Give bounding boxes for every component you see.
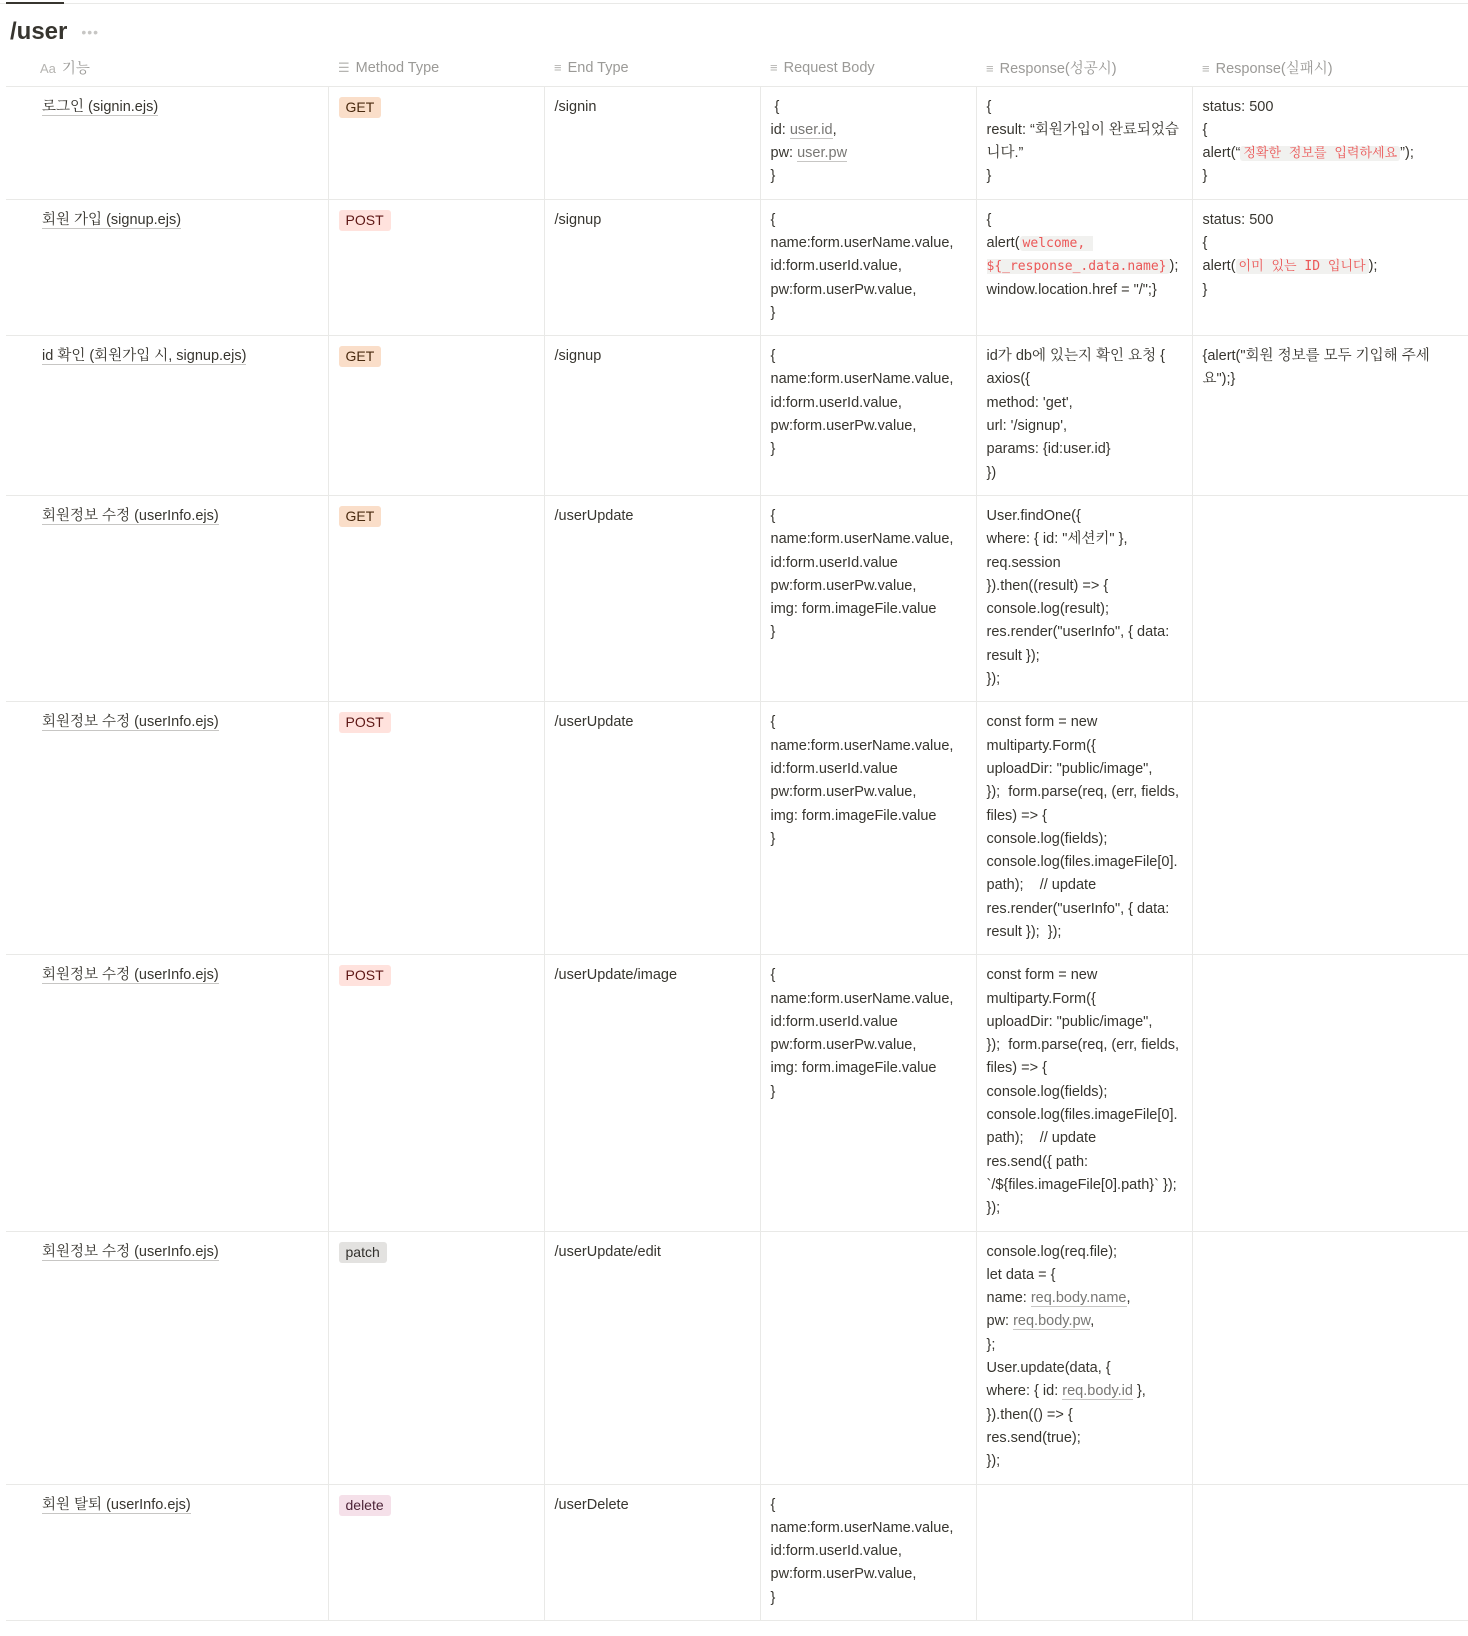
text-line: }); [986, 671, 1001, 688]
text-line: } [1202, 281, 1208, 298]
cell-end-type[interactable] [544, 1484, 760, 1620]
text-line: console.log(result); [986, 601, 1109, 618]
endpoint-path: /signin [554, 98, 597, 115]
text-line: img: form.imageFile.value [770, 807, 937, 824]
method-tag: GET [339, 97, 382, 118]
text-line: alert( welcome, ${_response_.data.name} ); [986, 234, 1179, 275]
text-line: pw:form.userPw.value, [770, 281, 917, 298]
row-title-link[interactable]: 회원 탈퇴 (userInfo.ejs) [42, 1496, 191, 1513]
cell-response-failure[interactable] [1192, 1231, 1468, 1484]
table-row[interactable] [6, 1484, 1468, 1620]
column-header-label: Response(실패시) [1215, 61, 1333, 78]
cell-method-type[interactable] [328, 199, 544, 335]
inline-link[interactable]: req.body.id [1062, 1383, 1133, 1400]
cell-feature[interactable] [6, 199, 328, 335]
column-header-0[interactable] [6, 50, 328, 86]
text-line: { [770, 507, 776, 524]
database-title[interactable]: /user [10, 18, 68, 45]
cell-method-type[interactable] [328, 1231, 544, 1484]
method-tag: GET [339, 506, 382, 527]
method-tag: POST [339, 712, 391, 733]
cell-end-type[interactable] [544, 955, 760, 1231]
text-line: } [1202, 168, 1208, 185]
text-property-icon: ≡ [554, 59, 562, 75]
text-line: } [770, 1589, 776, 1606]
text-line: img: form.imageFile.value [770, 1060, 937, 1077]
text-line: name:form.userName.value, [770, 531, 954, 548]
cell-response-failure[interactable] [1192, 495, 1468, 701]
text-line: method: 'get', [986, 394, 1073, 411]
column-header-2[interactable] [544, 50, 760, 86]
text-line: }); [986, 1200, 1001, 1217]
text-line: axios({ [986, 371, 1031, 388]
text-line: } [770, 168, 776, 185]
text-line: { [1202, 121, 1208, 138]
text-line: status: 500 [1202, 98, 1274, 115]
method-tag: POST [339, 210, 391, 231]
text-line: pw: req.body.pw, [986, 1313, 1095, 1330]
column-header-label: Request Body [783, 59, 875, 76]
cell-method-type[interactable] [328, 702, 544, 955]
text-line: } [770, 830, 776, 847]
text-line: pw:form.userPw.value, [770, 418, 917, 435]
view-tab-bar [0, 0, 1468, 4]
cell-response-failure[interactable] [1192, 336, 1468, 496]
column-header-label: 기능 [61, 61, 90, 78]
endpoint-path: /signup [554, 211, 602, 228]
cell-end-type[interactable] [544, 86, 760, 199]
cell-response-success[interactable] [976, 1484, 1192, 1620]
text-line: id: user.id, [770, 121, 837, 138]
row-title-link[interactable]: 회원정보 수정 (userInfo.ejs) [42, 714, 219, 731]
text-property-icon: ≡ [986, 61, 994, 77]
text-line: } [770, 304, 776, 321]
cell-feature[interactable] [6, 1231, 328, 1484]
text-line: } [770, 1083, 776, 1100]
cell-request-body[interactable] [760, 702, 976, 955]
text-line: name:form.userName.value, [770, 737, 954, 754]
text-line: window.location.href = "/";} [986, 281, 1157, 298]
text-line: {alert("회원 정보를 모두 기입해 주세요");} [1202, 348, 1430, 388]
cell-method-type[interactable] [328, 955, 544, 1231]
column-header-3[interactable] [760, 50, 976, 86]
inline-link[interactable]: user.id [789, 121, 833, 138]
cell-method-type[interactable] [328, 336, 544, 496]
text-line: console.log(req.file); [986, 1243, 1118, 1260]
text-property-icon: ≡ [1202, 61, 1210, 77]
column-header-5[interactable] [1192, 50, 1468, 86]
text-line: let data = { [986, 1266, 1056, 1283]
cell-method-type[interactable] [328, 1484, 544, 1620]
text-line: status: 500 [1202, 211, 1274, 228]
inline-link[interactable]: req.body.pw [1013, 1313, 1091, 1330]
cell-request-body[interactable] [760, 1231, 976, 1484]
text-line: { [770, 714, 776, 731]
cell-response-failure[interactable] [1192, 1484, 1468, 1620]
text-line: name:form.userName.value, [770, 1519, 954, 1536]
text-line: console.log(fields); [986, 1083, 1108, 1100]
text-line: pw:form.userPw.value, [770, 1566, 917, 1583]
text-line: pw: user.pw [770, 145, 848, 162]
text-line: res.send({ path: `/${files.imageFile[0].path}` }); [986, 1153, 1177, 1193]
cell-end-type[interactable] [544, 336, 760, 496]
cell-request-body[interactable] [760, 955, 976, 1231]
text-line: { [986, 98, 992, 115]
ellipsis-icon[interactable]: ••• [81, 24, 100, 40]
text-line: User.findOne({ [986, 507, 1081, 524]
cell-response-failure[interactable] [1192, 955, 1468, 1231]
cell-end-type[interactable] [544, 199, 760, 335]
cell-response-success[interactable] [976, 1231, 1192, 1484]
text-line: }); [986, 1453, 1001, 1470]
text-line: id:form.userId.value [770, 1013, 898, 1030]
cell-feature[interactable] [6, 1484, 328, 1620]
method-tag: patch [339, 1242, 387, 1263]
row-title-link[interactable]: 회원정보 수정 (userInfo.ejs) [42, 507, 219, 524]
cell-response-failure[interactable] [1192, 702, 1468, 955]
text-line: alert(“ 정확한 정보를 입력하세요 ”); [1202, 145, 1414, 162]
text-line: } [770, 624, 776, 641]
text-line: }).then(() => { [986, 1406, 1073, 1423]
method-tag: GET [339, 346, 382, 367]
text-line: { [986, 211, 992, 228]
table-row[interactable] [6, 336, 1468, 496]
cell-method-type[interactable] [328, 495, 544, 701]
table-row[interactable] [6, 955, 1468, 1231]
text-line: where: { id: "세션키" }, [986, 531, 1128, 548]
cell-end-type[interactable] [544, 495, 760, 701]
text-line: console.log(files.imageFile[0].path); // update [986, 854, 1178, 894]
text-line: pw:form.userPw.value, [770, 577, 917, 594]
database-header [10, 18, 99, 46]
endpoint-path: /signup [554, 348, 602, 365]
cell-request-body[interactable] [760, 1484, 976, 1620]
text-line: { [1202, 234, 1208, 251]
table-row[interactable] [6, 1231, 1468, 1484]
text-line: uploadDir: "public/image", [986, 760, 1153, 777]
table-row[interactable] [6, 199, 1468, 335]
text-line: }) [986, 464, 997, 481]
cell-request-body[interactable] [760, 336, 976, 496]
text-line: name: req.body.name, [986, 1290, 1131, 1307]
inline-link[interactable]: user.pw [797, 145, 848, 162]
text-line: name:form.userName.value, [770, 234, 954, 251]
text-line: name:form.userName.value, [770, 371, 954, 388]
column-header-label: Response(성공시) [999, 61, 1117, 78]
text-property-icon: ≡ [770, 59, 778, 75]
cell-feature[interactable] [6, 702, 328, 955]
text-line: res.render("userInfo", { data: result }); [986, 624, 1174, 664]
column-header-4[interactable] [976, 50, 1192, 86]
text-line: pw:form.userPw.value, [770, 1037, 917, 1054]
text-line: params: {id:user.id} [986, 441, 1111, 458]
endpoint-path: /userDelete [554, 1496, 629, 1513]
text-line: const form = new multiparty.Form({ [986, 967, 1102, 1007]
multi-select-icon: ☰ [338, 59, 350, 75]
table-row[interactable] [6, 86, 1468, 199]
row-title-link[interactable]: 회원 가입 (signup.ejs) [42, 211, 182, 228]
text-line: where: { id: req.body.id }, [986, 1383, 1146, 1400]
cell-response-failure[interactable] [1192, 86, 1468, 199]
text-line: res.send(true); [986, 1429, 1081, 1446]
text-line: { [770, 348, 776, 365]
table-row[interactable] [6, 495, 1468, 701]
cell-response-success[interactable] [976, 495, 1192, 701]
endpoint-path: /userUpdate/image [554, 967, 678, 984]
text-line: uploadDir: "public/image", [986, 1013, 1153, 1030]
text-line: { [770, 1496, 776, 1513]
api-table [6, 50, 1468, 1621]
table-body [6, 86, 1468, 1621]
text-line: }); form.parse(req, (err, fields, files) => { [986, 1037, 1184, 1077]
text-line: name:form.userName.value, [770, 990, 954, 1007]
cell-response-success[interactable] [976, 336, 1192, 496]
text-line: console.log(fields); [986, 830, 1108, 847]
text-line: }); form.parse(req, (err, fields, files) => { [986, 784, 1184, 824]
method-tag: delete [339, 1495, 391, 1516]
table-header-row [6, 50, 1468, 86]
text-line: url: '/signup', [986, 418, 1067, 435]
text-line: { [770, 967, 776, 984]
text-line: result: “회원가입이 완료되었습니다.” [986, 121, 1179, 162]
text-line: User.update(data, { [986, 1360, 1111, 1377]
row-title-link[interactable]: 회원정보 수정 (userInfo.ejs) [42, 967, 219, 984]
cell-method-type[interactable] [328, 86, 544, 199]
text-line: const form = new multiparty.Form({ [986, 714, 1102, 754]
endpoint-path: /userUpdate/edit [554, 1243, 661, 1260]
text-line: }; [986, 1336, 996, 1353]
text-line: alert( 이미 있는 ID 입니다 ); [1202, 258, 1378, 275]
column-header-1[interactable] [328, 50, 544, 86]
column-header-label: Method Type [355, 59, 440, 76]
text-line: { [770, 98, 780, 115]
text-line: id:form.userId.value [770, 554, 898, 571]
text-line: id:form.userId.value, [770, 258, 902, 275]
row-title-link[interactable]: id 확인 (회원가입 시, signup.ejs) [42, 348, 247, 365]
text-line: req.session [986, 554, 1061, 571]
cell-end-type[interactable] [544, 702, 760, 955]
endpoint-path: /userUpdate [554, 507, 634, 524]
title-property-icon: Aa [40, 61, 56, 77]
inline-code: welcome, ${_response_.data.name} [987, 236, 1170, 274]
inline-code: 이미 있는 ID 입니다 [1236, 259, 1369, 274]
text-line: } [986, 168, 992, 185]
text-line: } [770, 441, 776, 458]
cell-feature[interactable] [6, 955, 328, 1231]
text-line: console.log(files.imageFile[0].path); // update [986, 1107, 1178, 1147]
cell-request-body[interactable] [760, 199, 976, 335]
cell-response-success[interactable] [976, 199, 1192, 335]
row-title-link[interactable]: 로그인 (signin.ejs) [42, 98, 159, 115]
text-line: img: form.imageFile.value [770, 601, 937, 618]
text-line: id:form.userId.value [770, 760, 898, 777]
column-header-label: End Type [567, 59, 629, 76]
cell-response-success[interactable] [976, 955, 1192, 1231]
cell-request-body[interactable] [760, 86, 976, 199]
cell-feature[interactable] [6, 495, 328, 701]
inline-code: 정확한 정보를 입력하세요 [1240, 146, 1400, 161]
cell-feature[interactable] [6, 336, 328, 496]
text-line: id:form.userId.value, [770, 1543, 902, 1560]
method-tag: POST [339, 965, 391, 986]
text-line: }).then((result) => { [986, 577, 1109, 594]
text-line: id가 db에 있는지 확인 요청 { [986, 348, 1165, 365]
cell-response-success[interactable] [976, 702, 1192, 955]
row-title-link[interactable]: 회원정보 수정 (userInfo.ejs) [42, 1243, 219, 1260]
text-line: { [770, 211, 776, 228]
cell-response-failure[interactable] [1192, 199, 1468, 335]
cell-request-body[interactable] [760, 495, 976, 701]
table-row[interactable] [6, 702, 1468, 955]
text-line: id:form.userId.value, [770, 394, 902, 411]
text-line: pw:form.userPw.value, [770, 784, 917, 801]
cell-end-type[interactable] [544, 1231, 760, 1484]
text-line: res.render("userInfo", { data: result }); }); [986, 900, 1174, 940]
endpoint-path: /userUpdate [554, 714, 634, 731]
active-view-tab-indicator[interactable] [6, 2, 64, 4]
inline-link[interactable]: req.body.name [1030, 1290, 1127, 1307]
cell-feature[interactable] [6, 86, 328, 199]
cell-response-success[interactable] [976, 86, 1192, 199]
